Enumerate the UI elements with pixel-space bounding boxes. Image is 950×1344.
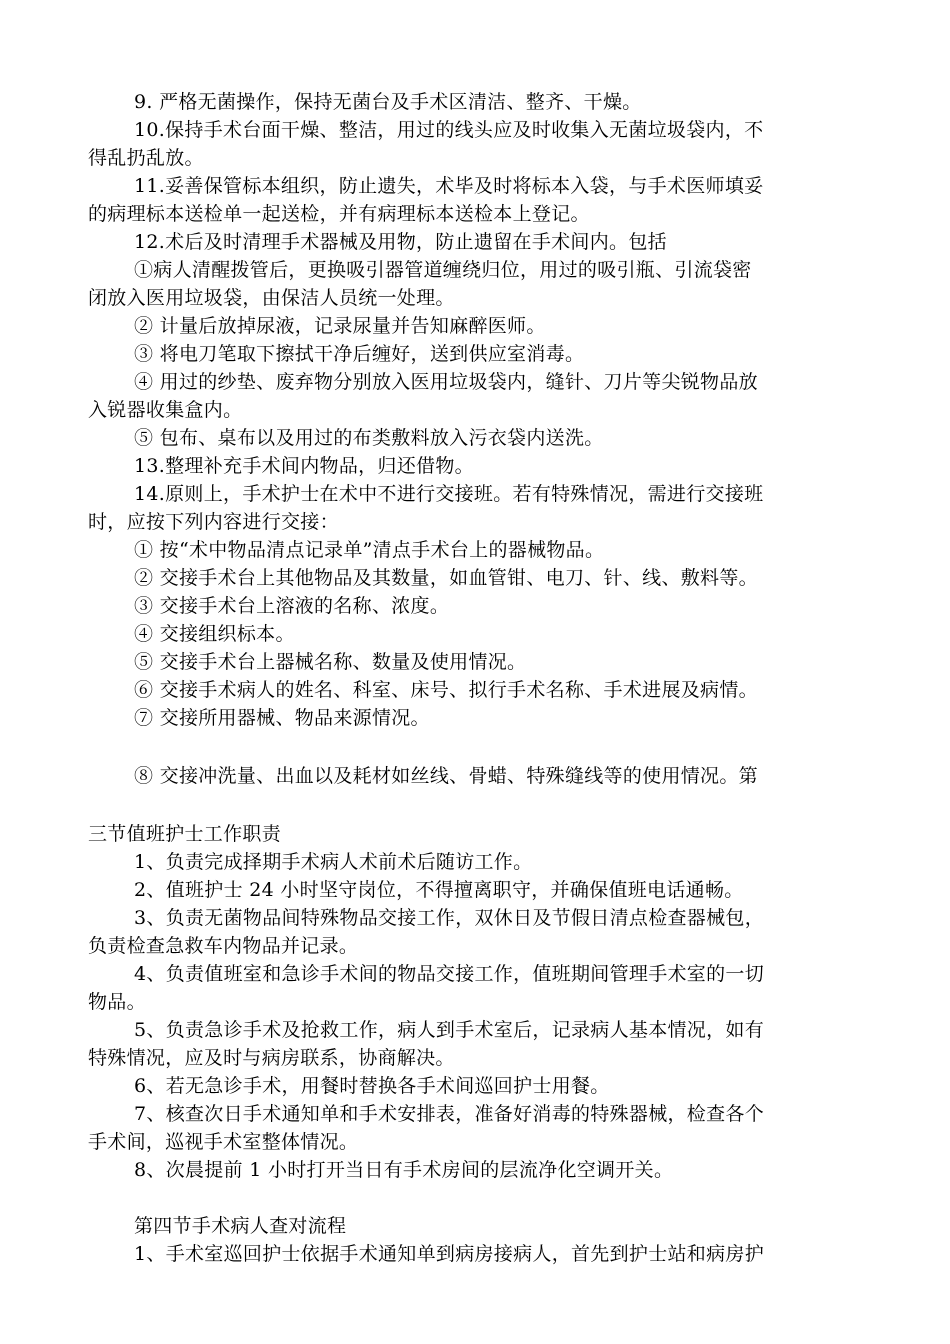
text-line: 6、若无急诊手术，用餐时替换各手术间巡回护士用餐。 bbox=[134, 1075, 610, 1097]
text-line: 闭放入医用垃圾袋，由保洁人员统一处理。 bbox=[88, 287, 455, 309]
text-line: ③ 交接手术台上溶液的名称、浓度。 bbox=[134, 595, 450, 617]
text-line: ⑤ 包布、桌布以及用过的布类敷料放入污衣袋内送洗。 bbox=[134, 427, 604, 449]
text-line: ④ 交接组织标本。 bbox=[134, 623, 295, 645]
text-line: 时，应按下列内容进行交接： bbox=[88, 511, 339, 533]
section-heading: 三节值班护士工作职责 bbox=[88, 823, 282, 845]
text-line: 13.整理补充手术间内物品，归还借物。 bbox=[134, 455, 474, 477]
text-line: 14.原则上，手术护士在术中不进行交接班。若有特殊情况，需进行交接班 bbox=[134, 483, 764, 505]
text-line: 8、次晨提前 1 小时打开当日有手术房间的层流净化空调开关。 bbox=[134, 1159, 674, 1181]
text-line: 5、负责急诊手术及抢救工作，病人到手术室后，记录病人基本情况，如有 bbox=[134, 1019, 764, 1041]
text-line: ⑦ 交接所用器械、物品来源情况。 bbox=[134, 707, 430, 729]
text-line: 7、核查次日手术通知单和手术安排表，准备好消毒的特殊器械，检查各个 bbox=[134, 1103, 764, 1125]
text-line: 2、值班护士 24 小时坚守岗位，不得擅离职守，并确保值班电话通畅。 bbox=[134, 879, 744, 901]
text-line: 1、负责完成择期手术病人术前术后随访工作。 bbox=[134, 851, 533, 873]
section-heading: 第四节手术病人查对流程 bbox=[134, 1215, 347, 1237]
text-line: ③ 将电刀笔取下擦拭干净后缠好，送到供应室消毒。 bbox=[134, 343, 585, 365]
text-line: 得乱扔乱放。 bbox=[88, 147, 204, 169]
text-line: ⑧ 交接冲洗量、出血以及耗材如丝线、骨蜡、特殊缝线等的使用情况。第 bbox=[134, 765, 758, 787]
text-line: ② 计量后放掉尿液，记录尿量并告知麻醉医师。 bbox=[134, 315, 546, 337]
text-line: 9. 严格无菌操作，保持无菌台及手术区清洁、整齐、干燥。 bbox=[134, 91, 642, 113]
text-line: 11.妥善保管标本组织，防止遗失，术毕及时将标本入袋，与手术医师填妥 bbox=[134, 175, 764, 197]
text-line: 12.术后及时清理手术器械及用物，防止遗留在手术间内。包括 bbox=[134, 231, 667, 253]
text-line: ① 按“术中物品清点记录单”清点手术台上的器械物品。 bbox=[134, 539, 605, 561]
text-line: ⑥ 交接手术病人的姓名、科室、床号、拟行手术名称、手术进展及病情。 bbox=[134, 679, 758, 701]
text-line: 4、负责值班室和急诊手术间的物品交接工作，值班期间管理手术室的一切 bbox=[134, 963, 764, 985]
text-line: ①病人清醒拨管后，更换吸引器管道缠绕归位，用过的吸引瓶、引流袋密 bbox=[134, 259, 752, 281]
text-line: 1、手术室巡回护士依据手术通知单到病房接病人，首先到护士站和病房护 bbox=[134, 1243, 764, 1265]
text-line: ② 交接手术台上其他物品及其数量，如血管钳、电刀、针、线、敷料等。 bbox=[134, 567, 758, 589]
text-line: ④ 用过的纱垫、废弃物分别放入医用垃圾袋内，缝针、刀片等尖锐物品放 bbox=[134, 371, 758, 393]
text-line: ⑤ 交接手术台上器械名称、数量及使用情况。 bbox=[134, 651, 527, 673]
text-line: 3、负责无菌物品间特殊物品交接工作，双休日及节假日清点检查器械包， bbox=[134, 907, 764, 929]
text-line: 手术间，巡视手术室整体情况。 bbox=[88, 1131, 359, 1153]
text-line: 10.保持手术台面干燥、整洁，用过的线头应及时收集入无菌垃圾袋内，不 bbox=[134, 119, 764, 141]
text-line: 入锐器收集盒内。 bbox=[88, 399, 243, 421]
text-line: 负责检查急救车内物品并记录。 bbox=[88, 935, 359, 957]
text-line: 物品。 bbox=[88, 991, 146, 1013]
text-line: 的病理标本送检单一起送检，并有病理标本送检本上登记。 bbox=[88, 203, 590, 225]
text-line: 特殊情况，应及时与病房联系，协商解决。 bbox=[88, 1047, 455, 1069]
